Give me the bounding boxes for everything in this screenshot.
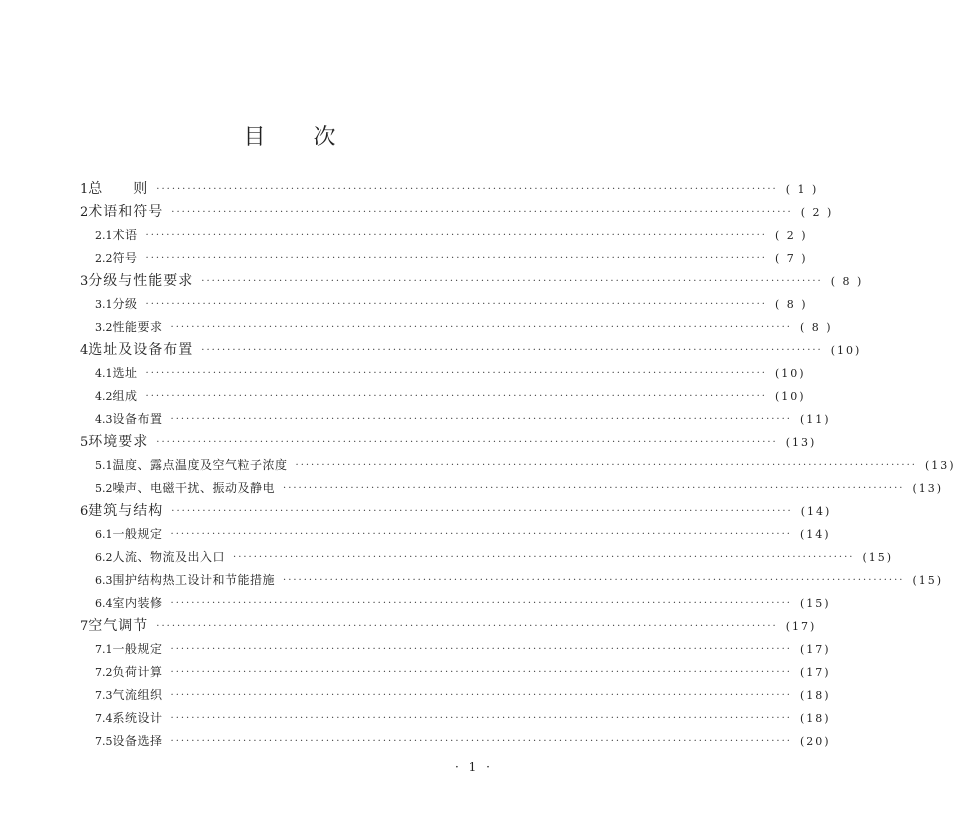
dot-leader: ························································································································ bbox=[145, 368, 767, 379]
toc-entry[interactable] bbox=[80, 523, 831, 546]
toc-entry[interactable] bbox=[80, 615, 817, 638]
toc-entry[interactable] bbox=[80, 178, 819, 201]
dot-leader: ························································································································ bbox=[170, 667, 792, 678]
dot-leader: ························································································································ bbox=[171, 506, 793, 517]
dot-leader: ························································································································ bbox=[145, 230, 767, 241]
toc-entry-number: 2.1 bbox=[95, 229, 113, 242]
table-of-contents bbox=[80, 178, 956, 753]
dot-leader: ························································································································ bbox=[283, 483, 905, 494]
dot-leader: ························································································································ bbox=[170, 414, 792, 425]
toc-entry-number: 1 bbox=[80, 182, 89, 197]
toc-entry[interactable] bbox=[80, 247, 808, 270]
toc-entry-number: 7.5 bbox=[95, 735, 113, 748]
toc-entry[interactable] bbox=[80, 385, 806, 408]
toc-entry-label: 选址 bbox=[112, 366, 138, 380]
toc-entry[interactable] bbox=[80, 270, 864, 293]
toc-entry-label: 环境要求 bbox=[88, 434, 149, 450]
toc-entry-number: 5.1 bbox=[95, 459, 113, 472]
dot-leader: ························································································································ bbox=[170, 598, 792, 609]
toc-entry-page: (17) bbox=[799, 666, 831, 679]
dot-leader: ························································································································ bbox=[156, 621, 778, 632]
toc-entry[interactable] bbox=[80, 569, 944, 592]
toc-entry-number: 3 bbox=[80, 274, 89, 289]
dot-leader: ························································································································ bbox=[283, 575, 905, 586]
toc-entry[interactable] bbox=[80, 707, 831, 730]
page-title bbox=[0, 120, 579, 151]
toc-entry-label: 负荷计算 bbox=[112, 665, 163, 679]
toc-entry-page: (13) bbox=[924, 459, 956, 472]
toc-entry[interactable] bbox=[80, 500, 832, 523]
toc-entry[interactable] bbox=[80, 224, 808, 247]
toc-entry-number: 4.2 bbox=[95, 390, 113, 403]
toc-entry-page: (18) bbox=[799, 689, 831, 702]
toc-entry[interactable] bbox=[80, 638, 831, 661]
toc-entry-label: 一般规定 bbox=[112, 527, 163, 541]
toc-entry-label: 建筑与结构 bbox=[88, 503, 164, 519]
toc-entry-page: (10) bbox=[774, 367, 806, 380]
toc-entry-number: 7.2 bbox=[95, 666, 113, 679]
page-title-char-2: 次 bbox=[313, 125, 336, 150]
toc-entry[interactable] bbox=[80, 684, 831, 707]
toc-entry-label: 性能要求 bbox=[112, 320, 163, 334]
dot-leader: ························································································································ bbox=[295, 460, 917, 471]
toc-entry-number: 4.1 bbox=[95, 367, 113, 380]
toc-entry-page: ( 2 ) bbox=[774, 229, 808, 242]
toc-entry-label: 温度、露点温度及空气粒子浓度 bbox=[112, 458, 288, 472]
toc-entry-page: (18) bbox=[799, 712, 831, 725]
toc-entry-label: 组成 bbox=[112, 389, 138, 403]
toc-entry-label: 设备选择 bbox=[112, 734, 163, 748]
page-number: · 1 · bbox=[455, 760, 493, 774]
toc-entry-number: 2.2 bbox=[95, 252, 113, 265]
toc-entry-number: 6.3 bbox=[95, 574, 113, 587]
dot-leader: ························································································································ bbox=[171, 207, 793, 218]
toc-entry[interactable] bbox=[80, 477, 944, 500]
dot-leader: ························································································································ bbox=[170, 713, 792, 724]
toc-entry[interactable] bbox=[80, 730, 831, 753]
toc-entry-label: 系统设计 bbox=[112, 711, 163, 725]
toc-entry-label: 一般规定 bbox=[112, 642, 163, 656]
dot-leader: ························································································································ bbox=[156, 184, 778, 195]
toc-entry-number: 5 bbox=[80, 435, 89, 450]
toc-entry[interactable] bbox=[80, 339, 862, 362]
toc-entry-number: 7.3 bbox=[95, 689, 113, 702]
toc-entry-number: 6 bbox=[80, 504, 89, 519]
toc-entry-page: ( 8 ) bbox=[830, 275, 864, 288]
toc-entry-label: 选址及设备布置 bbox=[88, 342, 194, 358]
toc-entry-label: 总 则 bbox=[88, 181, 149, 197]
toc-entry-label: 噪声、电磁干扰、振动及静电 bbox=[112, 481, 276, 495]
toc-entry-number: 3.1 bbox=[95, 298, 113, 311]
page-title-char-1: 目 bbox=[243, 125, 266, 150]
toc-entry-label: 术语和符号 bbox=[88, 204, 164, 220]
toc-entry-page: ( 8 ) bbox=[774, 298, 808, 311]
dot-leader: ························································································································ bbox=[201, 345, 823, 356]
toc-entry-page: (10) bbox=[830, 344, 862, 357]
toc-entry-number: 3.2 bbox=[95, 321, 113, 334]
toc-entry-page: (14) bbox=[800, 505, 832, 518]
toc-entry-page: (13) bbox=[912, 482, 944, 495]
toc-entry-number: 6.1 bbox=[95, 528, 113, 541]
toc-entry[interactable] bbox=[80, 362, 806, 385]
dot-leader: ························································································································ bbox=[170, 644, 792, 655]
toc-entry[interactable] bbox=[80, 316, 833, 339]
toc-entry-number: 6.2 bbox=[95, 551, 113, 564]
toc-entry-number: 5.2 bbox=[95, 482, 113, 495]
dot-leader: ························································································································ bbox=[170, 690, 792, 701]
toc-entry[interactable] bbox=[80, 661, 831, 684]
toc-entry-label: 室内装修 bbox=[112, 596, 163, 610]
toc-entry-label: 分级 bbox=[112, 297, 138, 311]
dot-leader: ························································································································ bbox=[170, 736, 792, 747]
toc-entry-label: 气流组织 bbox=[112, 688, 163, 702]
toc-entry-page: ( 2 ) bbox=[800, 206, 834, 219]
toc-entry-page: (15) bbox=[799, 597, 831, 610]
toc-entry-page: (15) bbox=[862, 551, 894, 564]
toc-entry-number: 4.3 bbox=[95, 413, 113, 426]
toc-entry-number: 7.1 bbox=[95, 643, 113, 656]
toc-entry[interactable] bbox=[80, 431, 817, 454]
toc-entry-page: ( 1 ) bbox=[785, 183, 819, 196]
toc-entry-page: (10) bbox=[774, 390, 806, 403]
toc-entry-label: 术语 bbox=[112, 228, 138, 242]
toc-entry[interactable] bbox=[80, 592, 831, 615]
dot-leader: ························································································································ bbox=[233, 552, 855, 563]
toc-entry-number: 7 bbox=[80, 619, 89, 634]
toc-entry-number: 2 bbox=[80, 205, 89, 220]
toc-entry[interactable] bbox=[80, 454, 956, 477]
toc-entry-label: 设备布置 bbox=[112, 412, 163, 426]
toc-entry-page: ( 8 ) bbox=[799, 321, 833, 334]
toc-entry-page: (20) bbox=[799, 735, 831, 748]
toc-entry-page: (17) bbox=[785, 620, 817, 633]
toc-entry-label: 符号 bbox=[112, 251, 138, 265]
toc-entry-label: 分级与性能要求 bbox=[88, 273, 194, 289]
toc-entry-label: 空气调节 bbox=[88, 618, 149, 634]
toc-entry-page: (15) bbox=[912, 574, 944, 587]
toc-entry-number: 7.4 bbox=[95, 712, 113, 725]
dot-leader: ························································································································ bbox=[145, 253, 767, 264]
toc-entry-label: 人流、物流及出入口 bbox=[112, 550, 226, 564]
toc-entry[interactable] bbox=[80, 408, 831, 431]
toc-entry-number: 4 bbox=[80, 343, 89, 358]
toc-entry-number: 6.4 bbox=[95, 597, 113, 610]
toc-entry-page: ( 7 ) bbox=[774, 252, 808, 265]
toc-entry-page: (11) bbox=[799, 413, 831, 426]
toc-entry[interactable] bbox=[80, 293, 808, 316]
toc-entry-page: (17) bbox=[799, 643, 831, 656]
toc-entry-page: (14) bbox=[799, 528, 831, 541]
dot-leader: ························································································································ bbox=[145, 391, 767, 402]
dot-leader: ························································································································ bbox=[201, 276, 823, 287]
toc-entry-page: (13) bbox=[785, 436, 817, 449]
toc-entry[interactable] bbox=[80, 201, 834, 224]
dot-leader: ························································································································ bbox=[145, 299, 767, 310]
toc-entry-label: 围护结构热工设计和节能措施 bbox=[112, 573, 276, 587]
toc-entry[interactable] bbox=[80, 546, 894, 569]
dot-leader: ························································································································ bbox=[170, 529, 792, 540]
dot-leader: ························································································································ bbox=[156, 437, 778, 448]
dot-leader: ························································································································ bbox=[170, 322, 792, 333]
